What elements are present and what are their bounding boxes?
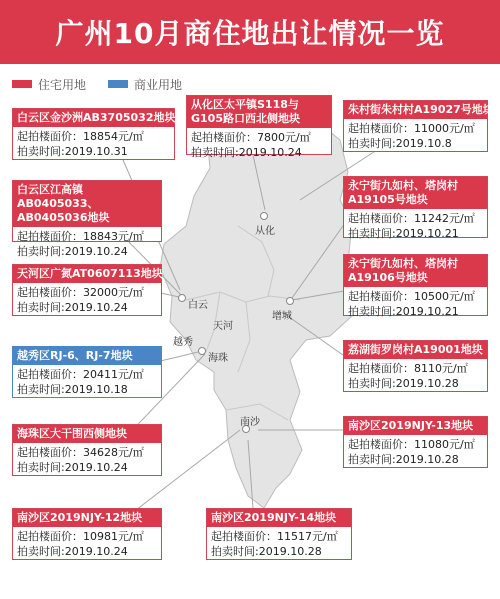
date-value: 2019.10.24: [64, 545, 128, 558]
plot-card: [343, 254, 488, 316]
plot-card: [12, 346, 162, 398]
price-value: 18854元/㎡: [83, 130, 144, 143]
price-label: 起拍楼面价：: [191, 131, 257, 144]
price-label: 起拍楼面价：: [17, 130, 83, 143]
price-label: 起拍楼面价：: [348, 122, 414, 135]
date-value: 2019.10.21: [395, 227, 459, 240]
plot-card-title: 越秀区RJ-6、RJ-7地块: [13, 347, 161, 365]
price-label: 起拍楼面价：: [348, 290, 414, 303]
price-value: 34628元/㎡: [83, 446, 144, 459]
price-label: 起拍楼面价：: [348, 362, 414, 375]
date-label: 拍卖时间:: [17, 301, 65, 314]
price-value: 18843元/㎡: [83, 230, 144, 243]
haizhu-marker: [198, 347, 206, 355]
price-value: 20411元/㎡: [83, 368, 144, 381]
price-label: 起拍楼面价：: [211, 530, 277, 543]
price-value: 11000元/㎡: [414, 122, 475, 135]
plot-card-title: 永宁街九如村、塔岗村A19106号地块: [344, 255, 487, 287]
plot-card: [206, 508, 352, 560]
date-value: 2019.10.28: [395, 377, 459, 390]
date-label: 拍卖时间:: [17, 245, 65, 258]
date-value: 2019.10.24: [64, 245, 128, 258]
baiyun-marker: [178, 294, 186, 302]
plot-card-title: 南沙区2019NJY-12地块: [13, 509, 161, 527]
legend-swatch-commercial: [108, 80, 128, 88]
date-label: 拍卖时间:: [348, 137, 396, 150]
plot-card: [343, 340, 488, 392]
plot-card-title: 朱村街朱村村A19027号地块: [344, 101, 487, 119]
price-label: 起拍楼面价：: [17, 530, 83, 543]
place-label-tianhe: 天河: [213, 321, 233, 332]
place-label-baiyun: 白云: [188, 300, 208, 311]
page-header: [0, 0, 500, 64]
plot-card: [12, 424, 162, 476]
place-label-zengcheng: 增城: [272, 311, 292, 322]
date-label: 拍卖时间:: [348, 305, 396, 318]
price-value: 11242元/㎡: [414, 212, 475, 225]
price-label: 起拍楼面价：: [17, 286, 83, 299]
plot-card: [186, 95, 332, 159]
page-title: 广州10月商住地出让情况一览: [55, 17, 445, 50]
place-label-yuexiu: 越秀: [173, 337, 193, 348]
place-label-haizhu: 海珠: [208, 353, 228, 364]
plot-card-title: 白云区江高镇AB0405033、AB0405036地块: [13, 181, 161, 227]
plot-card: [12, 508, 162, 560]
price-value: 32000元/㎡: [83, 286, 144, 299]
price-value: 8110元/㎡: [414, 362, 468, 375]
plot-card: [343, 176, 488, 238]
price-value: 11080元/㎡: [414, 438, 475, 451]
date-value: 2019.10.8: [395, 137, 452, 150]
price-value: 11517元/㎡: [277, 530, 338, 543]
date-label: 拍卖时间:: [348, 453, 396, 466]
guangzhou-region-shape: [160, 118, 362, 508]
date-value: 2019.10.24: [238, 146, 302, 159]
legend-label-residential: 住宅用地: [38, 78, 87, 92]
date-value: 2019.10.18: [64, 383, 128, 396]
date-value: 2019.10.31: [64, 145, 128, 158]
date-label: 拍卖时间:: [348, 227, 396, 240]
date-value: 2019.10.28: [258, 545, 322, 558]
plot-card: [12, 264, 162, 316]
plot-card-title: 从化区太平镇S118与G105路口西北侧地块: [187, 96, 331, 128]
date-label: 拍卖时间:: [211, 545, 259, 558]
legend-label-commercial: 商业用地: [134, 78, 183, 92]
date-value: 2019.10.24: [64, 301, 128, 314]
price-label: 起拍楼面价：: [17, 368, 83, 381]
date-label: 拍卖时间:: [348, 377, 396, 390]
price-value: 10981元/㎡: [83, 530, 144, 543]
place-label-conghua: 从化: [255, 226, 275, 237]
price-value: 7800元/㎡: [257, 131, 311, 144]
plot-card-title: 永宁街九如村、塔岗村A19105号地块: [344, 177, 487, 209]
date-label: 拍卖时间:: [17, 545, 65, 558]
price-value: 10500元/㎡: [414, 290, 475, 303]
plot-card-title: 荔湖街罗岗村A19001地块: [344, 341, 487, 359]
date-label: 拍卖时间:: [191, 146, 239, 159]
place-label-nansha: 南沙: [240, 417, 260, 428]
plot-card-title: 南沙区2019NJY-13地块: [344, 417, 487, 435]
price-label: 起拍楼面价：: [17, 230, 83, 243]
plot-card-title: 天河区广氮AT0607113地块: [13, 265, 161, 283]
date-value: 2019.10.28: [395, 453, 459, 466]
plot-card-title: 海珠区大干围西侧地块: [13, 425, 161, 443]
plot-card: [343, 416, 488, 468]
date-value: 2019.10.24: [64, 461, 128, 474]
legend-swatch-residential: [12, 80, 32, 88]
date-label: 拍卖时间:: [17, 383, 65, 396]
conghua-marker: [260, 212, 268, 220]
price-label: 起拍楼面价：: [17, 446, 83, 459]
date-label: 拍卖时间:: [17, 145, 65, 158]
plot-card: [343, 100, 494, 152]
plot-card-title: 白云区金沙洲AB3705032地块: [13, 109, 174, 127]
price-label: 起拍楼面价：: [348, 212, 414, 225]
plot-card-title: 南沙区2019NJY-14地块: [207, 509, 351, 527]
plot-card: [12, 108, 175, 160]
date-value: 2019.10.21: [395, 305, 459, 318]
zengcheng-marker: [286, 297, 294, 305]
plot-card: [12, 180, 162, 258]
date-label: 拍卖时间:: [17, 461, 65, 474]
price-label: 起拍楼面价：: [348, 438, 414, 451]
